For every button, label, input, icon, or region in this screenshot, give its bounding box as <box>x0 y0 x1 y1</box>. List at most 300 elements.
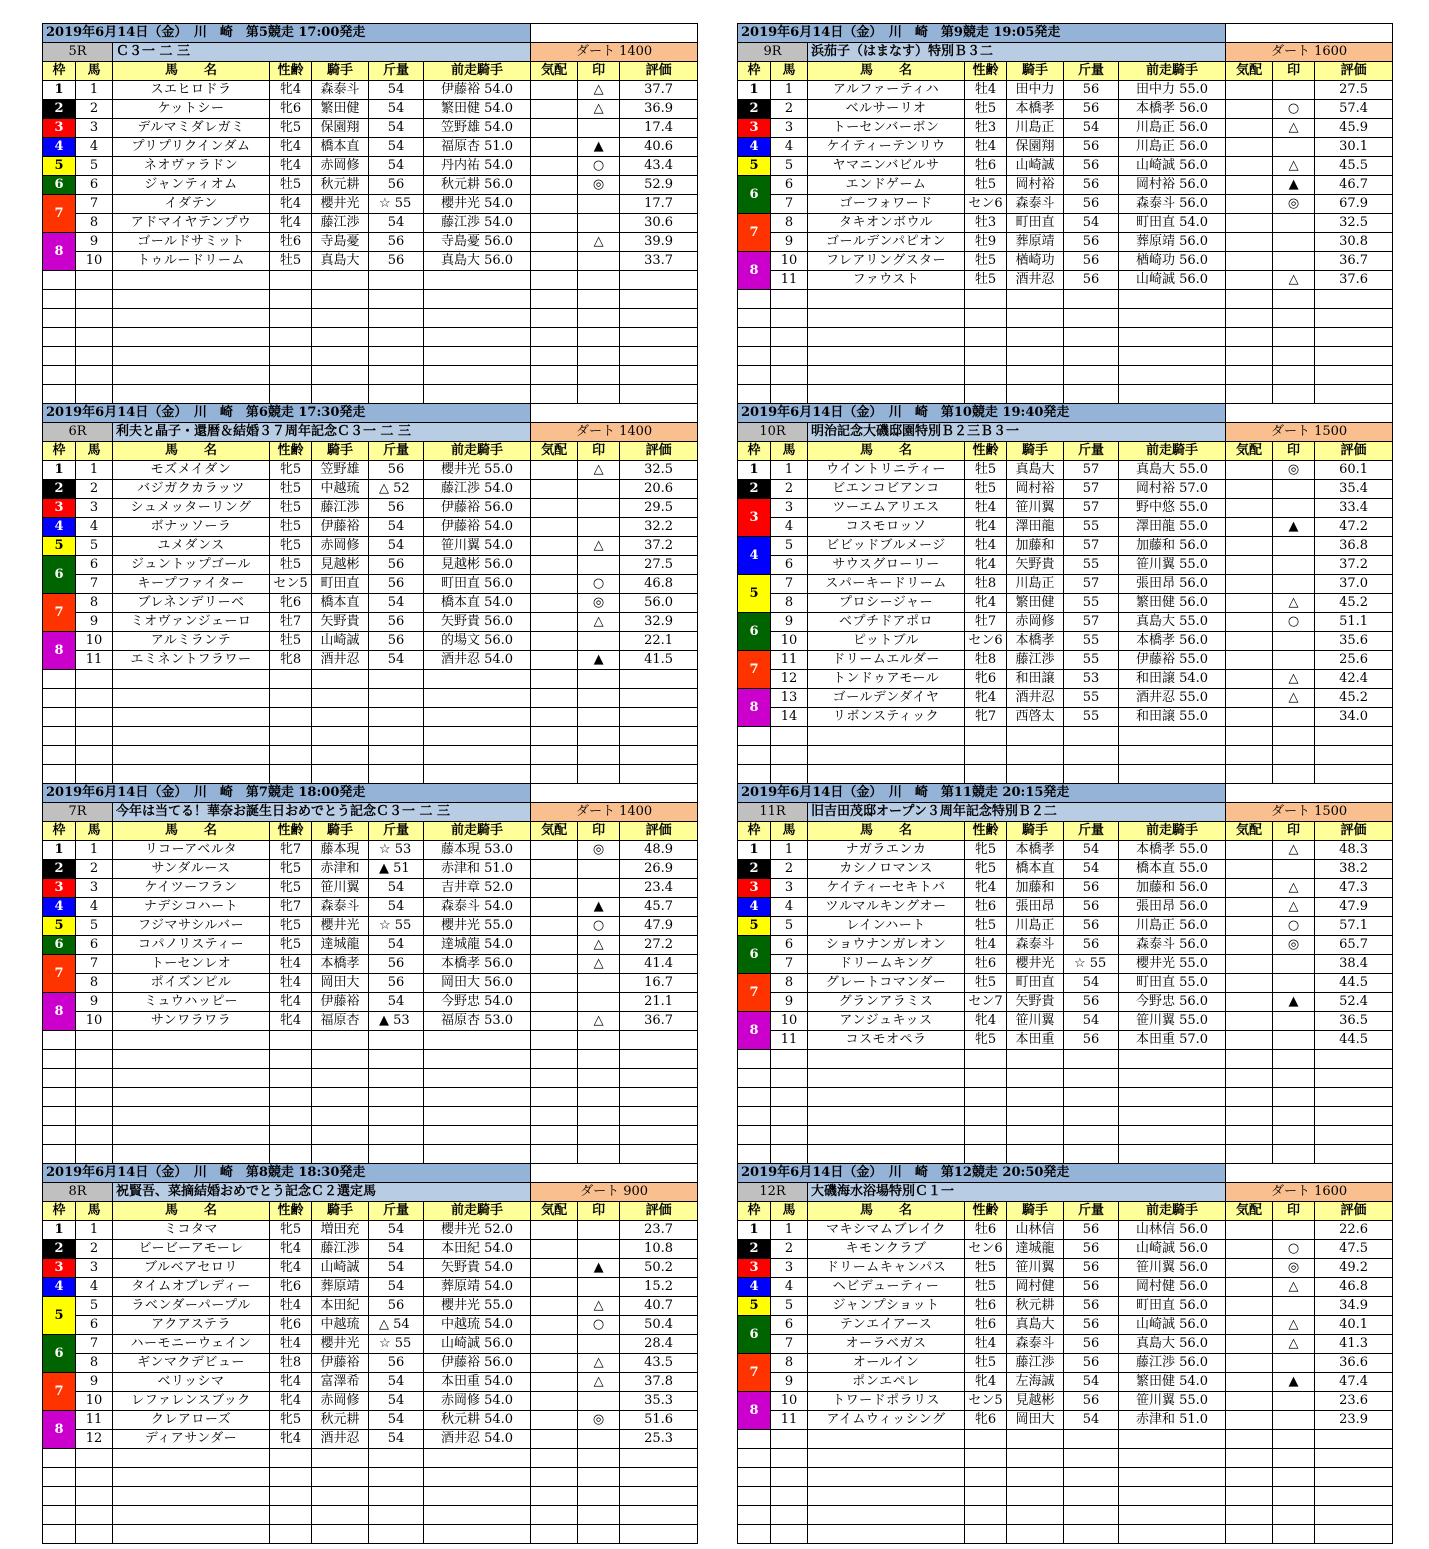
horse-row <box>738 575 1393 594</box>
empty-cell <box>113 385 270 404</box>
sex-age: 牝4 <box>270 214 312 233</box>
empty-cell <box>1226 1088 1273 1107</box>
jockey: 山林信 <box>1007 1221 1064 1240</box>
empty-cell <box>76 708 113 727</box>
horse-number: 8 <box>76 214 113 233</box>
weight: 54 <box>1064 860 1119 879</box>
empty-cell <box>771 1430 808 1449</box>
empty-cell <box>1315 328 1393 347</box>
empty-cell <box>270 309 312 328</box>
horse-name: ビビッドブルメージ <box>808 537 965 556</box>
waku-cell: 5 <box>738 157 771 176</box>
empty-cell <box>113 1088 270 1107</box>
column-header: 騎手 <box>312 442 369 461</box>
horse-name: オールイン <box>808 1354 965 1373</box>
weight: 57 <box>1064 499 1119 518</box>
empty-cell <box>1273 1430 1315 1449</box>
sex-age: 牡4 <box>965 499 1007 518</box>
empty-cell <box>369 1050 424 1069</box>
prev-jockey: 本橋孝 56.0 <box>1119 632 1226 651</box>
horse-number: 2 <box>771 860 808 879</box>
empty-cell <box>1315 1525 1393 1544</box>
empty-cell <box>270 385 312 404</box>
rating: 34.9 <box>1315 1297 1393 1316</box>
empty-cell <box>578 366 620 385</box>
empty-cell <box>620 1107 698 1126</box>
column-header: 前走騎手 <box>1119 822 1226 841</box>
rating: 36.5 <box>1315 1012 1393 1031</box>
jockey: 山崎誠 <box>312 632 369 651</box>
condition <box>531 955 578 974</box>
empty-cell <box>1226 1069 1273 1088</box>
empty-cell <box>1119 1050 1226 1069</box>
column-header: 性齢 <box>270 822 312 841</box>
rating: 57.1 <box>1315 917 1393 936</box>
empty-cell <box>578 1126 620 1145</box>
jockey: 岡村健 <box>1007 1278 1064 1297</box>
prev-jockey: 酒井忍 54.0 <box>424 1430 531 1449</box>
empty-cell <box>43 271 76 290</box>
condition <box>1226 1411 1273 1430</box>
condition <box>531 1012 578 1031</box>
jockey: 笹川翼 <box>1007 1259 1064 1278</box>
waku-cell: 7 <box>43 594 76 632</box>
sex-age: 牡8 <box>270 1354 312 1373</box>
horse-row <box>738 841 1393 860</box>
sex-age: セン6 <box>965 195 1007 214</box>
condition <box>1226 214 1273 233</box>
column-header: 前走騎手 <box>424 822 531 841</box>
weight: 56 <box>1064 1354 1119 1373</box>
empty-cell <box>1119 727 1226 746</box>
prev-jockey: 吉井章 52.0 <box>424 879 531 898</box>
prev-jockey: 櫻井光 55.0 <box>424 917 531 936</box>
mark: ◎ <box>1273 936 1315 955</box>
empty-cell <box>43 708 76 727</box>
empty-row <box>43 1506 698 1525</box>
condition <box>1226 100 1273 119</box>
empty-cell <box>1273 1506 1315 1525</box>
empty-cell <box>312 385 369 404</box>
horse-number: 8 <box>771 1354 808 1373</box>
empty-cell <box>1315 1145 1393 1164</box>
column-header: 斤量 <box>1064 62 1119 81</box>
empty-cell <box>771 1506 808 1525</box>
empty-cell <box>620 385 698 404</box>
sex-age: セン6 <box>965 1240 1007 1259</box>
horse-name: ポンエペレ <box>808 1373 965 1392</box>
empty-cell <box>312 328 369 347</box>
horse-name: タキオンボウル <box>808 214 965 233</box>
horse-number: 11 <box>771 1031 808 1050</box>
mark <box>1273 499 1315 518</box>
title-blank <box>1226 1164 1393 1183</box>
horse-number: 8 <box>76 1354 113 1373</box>
jockey: 藤江渉 <box>312 1240 369 1259</box>
prev-jockey: 伊藤裕 56.0 <box>424 1354 531 1373</box>
empty-cell <box>531 1449 578 1468</box>
empty-cell <box>1273 1145 1315 1164</box>
prev-jockey: 町田直 56.0 <box>1119 1297 1226 1316</box>
empty-cell <box>1007 746 1064 765</box>
column-header: 斤量 <box>369 822 424 841</box>
empty-cell <box>531 290 578 309</box>
horse-name: トーセンレオ <box>113 955 270 974</box>
weight: 56 <box>1064 81 1119 100</box>
empty-cell <box>620 727 698 746</box>
empty-cell <box>1315 1506 1393 1525</box>
empty-cell <box>620 1468 698 1487</box>
horse-row <box>738 518 1393 537</box>
condition <box>1226 556 1273 575</box>
sex-age: 牡5 <box>965 1259 1007 1278</box>
horse-row <box>738 613 1393 632</box>
empty-cell <box>578 1525 620 1544</box>
condition <box>1226 898 1273 917</box>
horse-number: 11 <box>76 651 113 670</box>
empty-cell <box>738 727 771 746</box>
empty-cell <box>771 1468 808 1487</box>
race-card-7R <box>42 783 697 1164</box>
sex-age: 牡4 <box>270 1297 312 1316</box>
weight: 54 <box>1064 1373 1119 1392</box>
column-header: 印 <box>578 822 620 841</box>
jockey: 酒井忍 <box>312 1430 369 1449</box>
prev-jockey: 酒井忍 55.0 <box>1119 689 1226 708</box>
empty-cell <box>738 1506 771 1525</box>
horse-number: 4 <box>771 518 808 537</box>
prev-jockey: 加藤和 56.0 <box>1119 879 1226 898</box>
empty-cell <box>76 746 113 765</box>
condition <box>531 480 578 499</box>
empty-row <box>43 1107 698 1126</box>
empty-cell <box>1226 1525 1273 1544</box>
empty-cell <box>1315 1126 1393 1145</box>
sex-age: 牝6 <box>270 1316 312 1335</box>
empty-cell <box>312 670 369 689</box>
empty-cell <box>76 1525 113 1544</box>
weight: 56 <box>369 176 424 195</box>
weight: 54 <box>369 119 424 138</box>
empty-cell <box>738 366 771 385</box>
waku-cell: 5 <box>738 575 771 613</box>
waku-cell: 4 <box>738 1278 771 1297</box>
empty-cell <box>312 765 369 784</box>
race-card-10R <box>737 403 1392 784</box>
horse-row <box>738 233 1393 252</box>
mark: △ <box>578 233 620 252</box>
rating: 47.4 <box>1315 1373 1393 1392</box>
waku-cell: 8 <box>738 252 771 290</box>
horse-number: 1 <box>771 81 808 100</box>
waku-cell: 7 <box>738 651 771 689</box>
column-header: 騎手 <box>312 62 369 81</box>
horse-row <box>43 556 698 575</box>
condition <box>531 1354 578 1373</box>
empty-cell <box>1315 765 1393 784</box>
race-name: 利夫と晶子・還暦＆結婚３７周年記念Ｃ３一 二 三 <box>113 423 531 442</box>
horse-name: ナデシコハート <box>113 898 270 917</box>
horse-name: リコーアベルタ <box>113 841 270 860</box>
horse-number: 13 <box>771 689 808 708</box>
empty-cell <box>424 765 531 784</box>
race-card-8R <box>42 1163 697 1544</box>
prev-jockey: 本橋孝 56.0 <box>1119 100 1226 119</box>
empty-row <box>43 328 698 347</box>
empty-cell <box>531 1468 578 1487</box>
condition <box>1226 594 1273 613</box>
prev-jockey: 橋本直 54.0 <box>424 594 531 613</box>
mark: ◎ <box>578 841 620 860</box>
empty-cell <box>312 366 369 385</box>
horse-number: 6 <box>771 936 808 955</box>
waku-cell: 5 <box>43 157 76 176</box>
mark <box>578 1278 620 1297</box>
mark <box>1273 480 1315 499</box>
race-title: 2019年6月14日（金） 川 崎 第8競走 18:30発走 <box>43 1164 531 1183</box>
jockey: 本田重 <box>1007 1031 1064 1050</box>
empty-cell <box>1315 347 1393 366</box>
empty-cell <box>1273 1126 1315 1145</box>
column-header: 気配 <box>531 1202 578 1221</box>
empty-cell <box>113 271 270 290</box>
prev-jockey: 繁田健 54.0 <box>424 100 531 119</box>
horse-number: 4 <box>76 1278 113 1297</box>
jockey: 町田直 <box>312 575 369 594</box>
empty-cell <box>620 1449 698 1468</box>
rating: 32.9 <box>620 613 698 632</box>
horse-number: 2 <box>76 860 113 879</box>
condition <box>1226 955 1273 974</box>
column-header: 枠 <box>738 62 771 81</box>
empty-cell <box>424 1145 531 1164</box>
horse-number: 10 <box>76 1392 113 1411</box>
mark <box>578 214 620 233</box>
weight: 54 <box>369 138 424 157</box>
weight: 57 <box>1064 613 1119 632</box>
horse-name: ミコタマ <box>113 1221 270 1240</box>
empty-row <box>738 1088 1393 1107</box>
empty-cell <box>965 1145 1007 1164</box>
weight: 56 <box>1064 1316 1119 1335</box>
condition <box>531 917 578 936</box>
sex-age: 牝5 <box>270 879 312 898</box>
condition <box>1226 518 1273 537</box>
empty-cell <box>620 1088 698 1107</box>
prev-jockey: 櫻井光 55.0 <box>424 461 531 480</box>
horse-number: 6 <box>76 936 113 955</box>
condition <box>531 537 578 556</box>
empty-cell <box>369 1506 424 1525</box>
jockey: 橋本直 <box>312 138 369 157</box>
waku-cell: 6 <box>738 176 771 214</box>
column-header: 騎手 <box>1007 822 1064 841</box>
sex-age: 牡5 <box>965 176 1007 195</box>
jockey: 矢野貴 <box>1007 556 1064 575</box>
horse-name: コスモオペラ <box>808 1031 965 1050</box>
empty-cell <box>43 1487 76 1506</box>
horse-row <box>43 176 698 195</box>
empty-cell <box>369 765 424 784</box>
condition <box>531 594 578 613</box>
waku-cell: 6 <box>738 613 771 651</box>
column-header: 枠 <box>43 1202 76 1221</box>
sex-age: 牡5 <box>965 100 1007 119</box>
jockey: 本橋孝 <box>312 955 369 974</box>
empty-cell <box>113 670 270 689</box>
empty-cell <box>1226 290 1273 309</box>
rating: 46.7 <box>1315 176 1393 195</box>
race-number: 10R <box>738 423 808 442</box>
empty-cell <box>76 1506 113 1525</box>
horse-name: ベリッシマ <box>113 1373 270 1392</box>
jockey: 櫻井光 <box>1007 955 1064 974</box>
horse-name: オーラベガス <box>808 1335 965 1354</box>
waku-cell: 8 <box>738 1012 771 1050</box>
horse-number: 6 <box>771 556 808 575</box>
empty-cell <box>369 309 424 328</box>
horse-row <box>738 176 1393 195</box>
empty-cell <box>1119 765 1226 784</box>
horse-row <box>43 518 698 537</box>
race-title: 2019年6月14日（金） 川 崎 第11競走 20:15発走 <box>738 784 1226 803</box>
horse-row <box>738 100 1393 119</box>
rating: 40.6 <box>620 138 698 157</box>
empty-cell <box>1226 328 1273 347</box>
empty-cell <box>578 1487 620 1506</box>
mark: ▲ <box>1273 176 1315 195</box>
column-header: 馬 <box>771 1202 808 1221</box>
jockey: 森泰斗 <box>1007 195 1064 214</box>
rating: 51.6 <box>620 1411 698 1430</box>
weight: 56 <box>1064 1392 1119 1411</box>
empty-cell <box>1007 1468 1064 1487</box>
horse-number: 3 <box>76 119 113 138</box>
horse-number: 11 <box>771 271 808 290</box>
waku-cell: 7 <box>43 955 76 993</box>
prev-jockey: 山崎誠 56.0 <box>424 1335 531 1354</box>
sex-age: 牡8 <box>965 575 1007 594</box>
condition <box>531 1316 578 1335</box>
title-blank <box>1226 784 1393 803</box>
empty-cell <box>43 689 76 708</box>
horse-name: アルファーティハ <box>808 81 965 100</box>
condition <box>531 556 578 575</box>
empty-row <box>43 1126 698 1145</box>
prev-jockey: 本橋孝 55.0 <box>1119 841 1226 860</box>
empty-cell <box>369 1145 424 1164</box>
empty-cell <box>965 347 1007 366</box>
prev-jockey: 藤本現 53.0 <box>424 841 531 860</box>
horse-name: ベルサーリオ <box>808 100 965 119</box>
horse-name: ジャンティオム <box>113 176 270 195</box>
rating: 36.9 <box>620 100 698 119</box>
waku-cell: 3 <box>43 499 76 518</box>
horse-number: 1 <box>771 841 808 860</box>
mark: ▲ <box>1273 993 1315 1012</box>
mark: ○ <box>578 917 620 936</box>
jockey: 保園翔 <box>1007 138 1064 157</box>
race-title: 2019年6月14日（金） 川 崎 第10競走 19:40発走 <box>738 404 1226 423</box>
empty-row <box>738 1430 1393 1449</box>
sex-age: 牝4 <box>965 556 1007 575</box>
column-header: 気配 <box>1226 442 1273 461</box>
horse-row <box>738 993 1393 1012</box>
empty-cell <box>738 1525 771 1544</box>
empty-row <box>738 1069 1393 1088</box>
horse-row <box>43 955 698 974</box>
empty-cell <box>312 1525 369 1544</box>
jockey: 矢野貴 <box>1007 993 1064 1012</box>
waku-cell: 3 <box>738 879 771 898</box>
column-header: 評価 <box>1315 442 1393 461</box>
condition <box>1226 176 1273 195</box>
prev-jockey: 繁田健 54.0 <box>1119 1373 1226 1392</box>
empty-cell <box>620 689 698 708</box>
mark <box>1273 233 1315 252</box>
horse-row <box>738 1392 1393 1411</box>
horse-number: 9 <box>771 1373 808 1392</box>
horse-number: 1 <box>76 461 113 480</box>
empty-row <box>43 347 698 366</box>
race-distance: ダート 1500 <box>1226 803 1393 822</box>
prev-jockey: 森泰斗 56.0 <box>1119 936 1226 955</box>
empty-cell <box>1064 1506 1119 1525</box>
mark: △ <box>1273 898 1315 917</box>
horse-name: ドリームエルダー <box>808 651 965 670</box>
empty-cell <box>270 727 312 746</box>
empty-cell <box>738 1487 771 1506</box>
empty-cell <box>270 1145 312 1164</box>
rating: 27.5 <box>620 556 698 575</box>
horse-name: マキシマムブレイク <box>808 1221 965 1240</box>
empty-cell <box>578 765 620 784</box>
prev-jockey: 町田直 56.0 <box>424 575 531 594</box>
empty-cell <box>113 328 270 347</box>
prev-jockey: 丹内祐 54.0 <box>424 157 531 176</box>
empty-cell <box>424 1031 531 1050</box>
horse-number: 5 <box>771 537 808 556</box>
empty-cell <box>965 1468 1007 1487</box>
empty-cell <box>113 1145 270 1164</box>
horse-number: 10 <box>771 1392 808 1411</box>
column-header: 評価 <box>620 442 698 461</box>
empty-cell <box>270 290 312 309</box>
empty-cell <box>113 347 270 366</box>
sex-age: 牡6 <box>270 233 312 252</box>
horse-name: アイムウィッシング <box>808 1411 965 1430</box>
horse-name: トーセンバーボン <box>808 119 965 138</box>
weight: 56 <box>1064 233 1119 252</box>
empty-cell <box>270 1107 312 1126</box>
title-blank <box>531 1164 698 1183</box>
empty-cell <box>771 347 808 366</box>
weight: 57 <box>1064 480 1119 499</box>
empty-cell <box>43 727 76 746</box>
rating: 47.3 <box>1315 879 1393 898</box>
empty-cell <box>738 1069 771 1088</box>
horse-row <box>43 1392 698 1411</box>
empty-row <box>43 1449 698 1468</box>
empty-cell <box>771 1487 808 1506</box>
sex-age: 牡5 <box>270 632 312 651</box>
rating: 51.1 <box>1315 613 1393 632</box>
empty-cell <box>808 1468 965 1487</box>
sex-age: 牝4 <box>270 1259 312 1278</box>
rating: 47.9 <box>1315 898 1393 917</box>
column-header: 馬 名 <box>808 822 965 841</box>
rating: 25.3 <box>620 1430 698 1449</box>
